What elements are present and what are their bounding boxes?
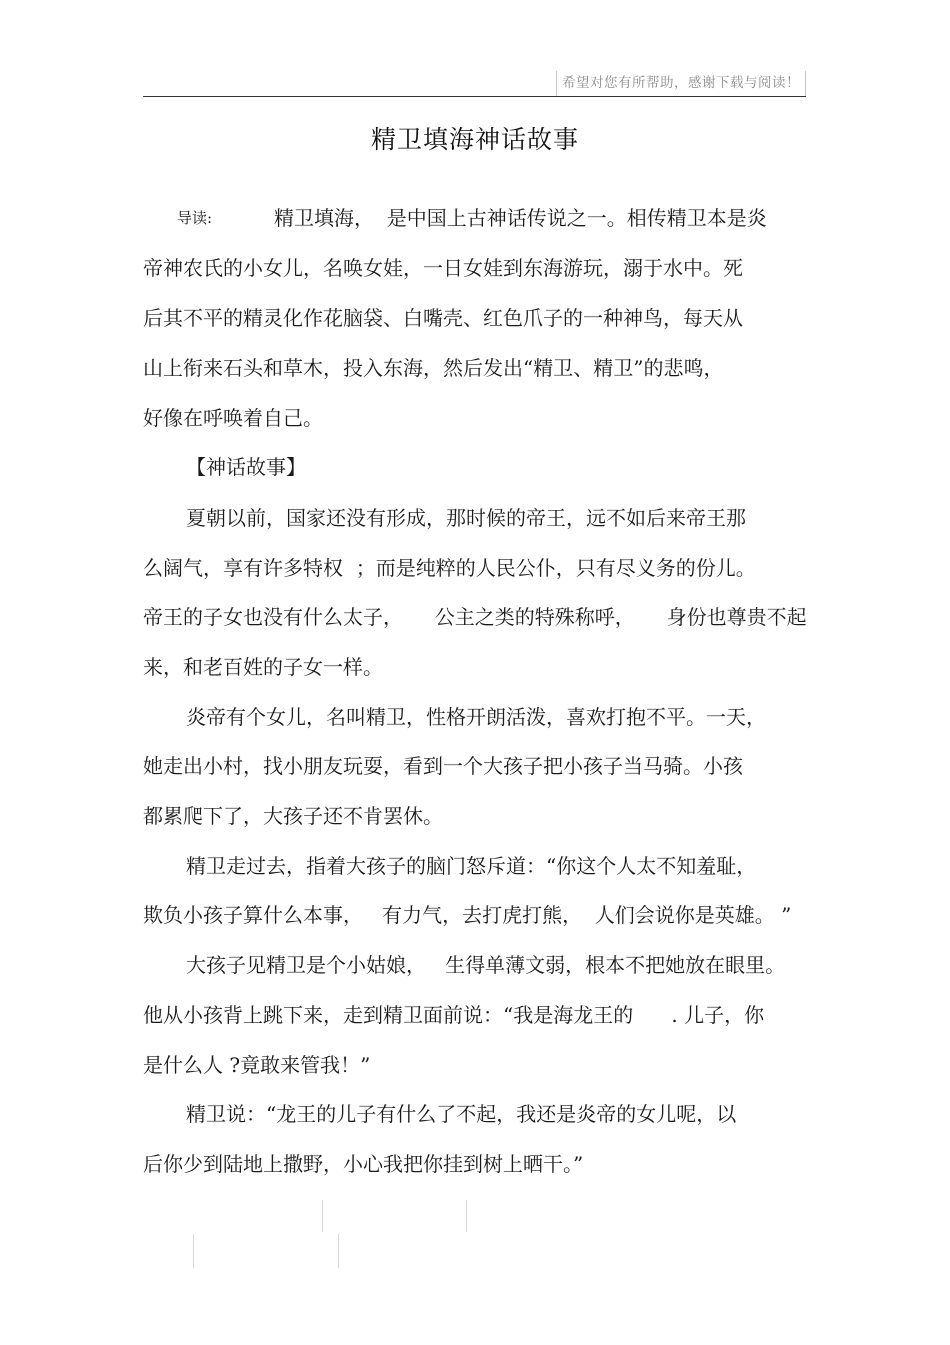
body-line: 夏朝以前，国家还没有形成，那时候的帝王，远不如后来帝王那 [186, 506, 746, 530]
body-line: 大孩子见精卫是个小姑娘， 生得单薄文弱，根本不把她放在眼里。 [186, 953, 786, 977]
header-rule [143, 96, 806, 97]
body-line: 他从小孩背上跳下来，走到精卫面前说：“我是海龙王的 . 儿子，你 [143, 1003, 765, 1027]
body-line: 帝王的子女也没有什么太子， 公主之类的特殊称呼， 身份也尊贵不起 [143, 605, 807, 629]
body-line: 欺负小孩子算什么本事， 有力气，去打虎打熊， 人们会说你是英雄。 ” [143, 903, 792, 927]
scan-artifact-line [322, 1200, 323, 1232]
scan-artifact-line [193, 1234, 194, 1268]
body-line: 她走出小村，找小朋友玩耍，看到一个大孩子把小孩子当马骑。小孩 [143, 754, 743, 778]
body-line: 后你少到陆地上撒野，小心我把你挂到树上晒干。” [143, 1152, 584, 1176]
section-heading: 【神话故事】 [186, 455, 306, 479]
scan-artifact-line [338, 1234, 339, 1268]
body-line: 帝神农氏的小女儿，名唤女娃，一日女娃到东海游玩，溺于水中。死 [143, 256, 743, 280]
body-line: 后其不平的精灵化作花脑袋、白嘴壳、红色爪子的一种神鸟，每天从 [143, 306, 743, 330]
body-line: 都累爬下了，大孩子还不肯罢休。 [143, 804, 443, 828]
body-line: 来，和老百姓的子女一样。 [143, 655, 383, 679]
body-line: 炎帝有个女儿，名叫精卫，性格开朗活泼，喜欢打抱不平。一天， [186, 705, 766, 729]
body-line: 好像在呼唤着自己。 [143, 406, 323, 430]
body-line: 精卫填海， 是中国上古神话传说之一。相传精卫本是炎 [274, 206, 767, 230]
body-line: 么阔气，享有许多特权 ；而是纯粹的人民公仆，只有尽义务的份儿。 [143, 556, 756, 580]
body-line: 精卫说：“龙王的儿子有什么了不起，我还是炎帝的女儿呢，以 [186, 1102, 737, 1126]
document-title: 精卫填海神话故事 [370, 125, 579, 154]
body-line: 精卫走过去，指着大孩子的脑门怒斥道：“你这个人太不知羞耻， [186, 854, 757, 878]
body-line: 山上衔来石头和草木，投入东海，然后发出“精卫、精卫”的悲鸣， [143, 356, 724, 380]
intro-label: 导读: [177, 209, 213, 227]
scan-artifact-line [466, 1200, 467, 1232]
header-note: 希望对您有所帮助，感谢下载与阅读！ [556, 71, 806, 96]
body-line: 是什么人 ?竟敢来管我！” [143, 1053, 371, 1077]
